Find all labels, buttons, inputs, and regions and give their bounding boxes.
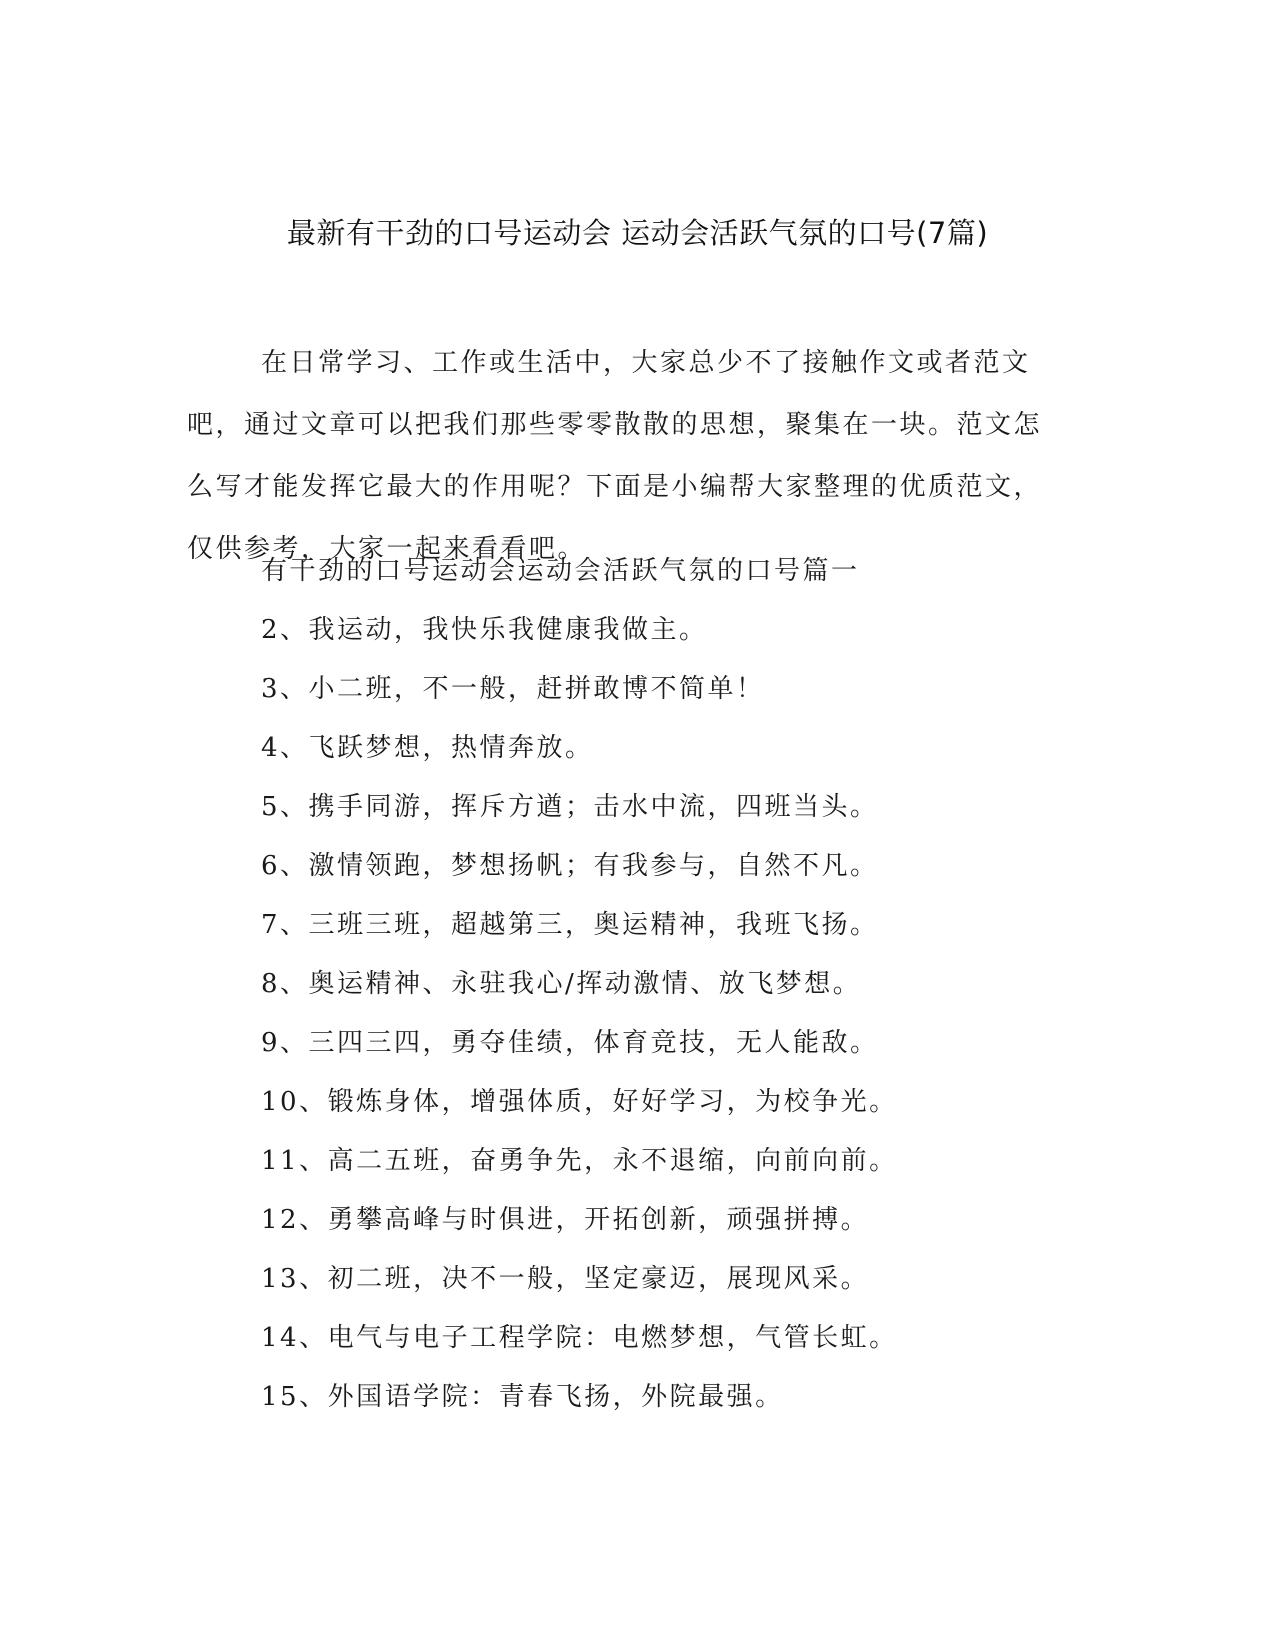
slogan-item: 13、初二班，决不一般，坚定豪迈，展现风采。 (261, 1264, 870, 1294)
slogan-item: 7、三班三班，超越第三，奥运精神，我班飞扬。 (261, 910, 879, 940)
slogan-item: 6、激情领跑，梦想扬帆；有我参与，自然不凡。 (261, 851, 879, 881)
intro-paragraph: 在日常学习、工作或生活中，大家总少不了接触作文或者范文吧，通过文章可以把我们那些零零散散的思想，聚集在一块。范文怎么写才能发挥它最大的作用呢？下面是小编帮大家整理的优质范文，仅供参考，大家一起来看看吧。 (187, 348, 1043, 564)
slogan-item: 11、高二五班，奋勇争先，永不退缩，向前向前。 (261, 1146, 898, 1176)
slogan-item: 5、携手同游，挥斥方遒；击水中流，四班当头。 (261, 792, 879, 822)
slogan-item: 8、奥运精神、永驻我心/挥动激情、放飞梦想。 (261, 969, 862, 999)
slogan-item: 15、外国语学院：青春飞扬，外院最强。 (261, 1382, 784, 1412)
slogan-item: 14、电气与电子工程学院：电燃梦想，气管长虹。 (261, 1323, 898, 1353)
section-heading: 有干劲的口号运动会运动会活跃气氛的口号篇一 (261, 556, 860, 586)
slogan-item: 12、勇攀高峰与时俱进，开拓创新，顽强拼搏。 (261, 1205, 870, 1235)
slogan-item: 10、锻炼身体，增强体质，好好学习，为校争光。 (261, 1087, 898, 1117)
slogan-item: 3、小二班，不一般，赶拼敢博不简单！ (261, 674, 765, 704)
document-title: 最新有干劲的口号运动会 运动会活跃气氛的口号(7篇) (286, 216, 989, 250)
slogan-item: 2、我运动，我快乐我健康我做主。 (261, 615, 708, 645)
slogan-item: 4、飞跃梦想，热情奔放。 (261, 733, 594, 763)
slogan-item: 9、三四三四，勇夺佳绩，体育竞技，无人能敌。 (261, 1028, 879, 1058)
